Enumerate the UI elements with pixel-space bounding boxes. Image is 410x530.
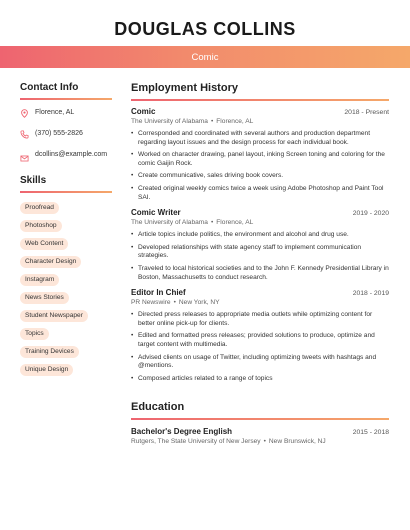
job-employer: The University of Alabama: [131, 219, 208, 227]
education-section: [131, 401, 389, 445]
job-employer: PR Newswire: [131, 299, 171, 307]
employment-section-rule: [131, 99, 389, 101]
contact-email: [20, 150, 112, 163]
job-bullets: [131, 130, 389, 202]
skill-tag: Topics: [20, 328, 49, 340]
job-title: Editor In Chief: [131, 288, 186, 298]
job-bullet: • Composed articles related to a range of topics: [131, 375, 389, 384]
education-school-line: Rutgers, The State University of New Jersey • New Brunswick, NJ: [131, 438, 326, 446]
job-bullet: • Article topics include politics, the environment and alcohol and drug use.: [131, 231, 389, 240]
job-bullet: • Advised clients on usage of Twitter, including optimizing tweets with hashtags and @mentions.: [131, 354, 389, 371]
job-employer-line: The University of Alabama • Florence, AL: [131, 118, 254, 125]
job-bullets: [131, 311, 389, 383]
education-dates: 2015 - 2018: [352, 429, 389, 437]
job-bullet: • Directed press releases to appropriate media outlets while optimizing content for better online pick-up for clients.: [131, 311, 389, 328]
job-bullets: [131, 231, 389, 282]
job-employer-line: PR Newswire • New York, NY: [131, 299, 220, 307]
contact-location: [20, 108, 112, 118]
contact-section-rule: [20, 98, 112, 100]
job-dates: 2018 - Present: [344, 109, 389, 116]
left-column: [20, 82, 112, 376]
contact-phone-text: (370) 555-2826: [35, 130, 83, 137]
right-column: [131, 82, 389, 445]
skill-tag: Proofread: [20, 202, 59, 214]
job-employer: The University of Alabama: [131, 118, 208, 125]
skill-tag: Photoshop: [20, 220, 62, 232]
job-dates: 2019 - 2020: [352, 210, 389, 218]
school-name: Rutgers, The State University of New Jersey: [131, 438, 261, 446]
job-employer-line: The University of Alabama • Florence, AL: [131, 219, 254, 227]
skill-tag: Web Content: [20, 238, 68, 250]
job-title: Comic Writer: [131, 208, 181, 218]
school-location: New Brunswick, NJ: [268, 438, 326, 446]
candidate-name: DOUGLAS COLLINS: [114, 19, 296, 39]
banner-title: Comic: [191, 51, 219, 63]
skills-section: [20, 175, 112, 376]
job-bullet: • Worked on character drawing, panel layout, inking Screen toning and coloring for the comic Gaijin Rock.: [131, 151, 389, 168]
contact-phone: [20, 129, 112, 139]
employment-section-title: Employment History: [131, 82, 238, 94]
education-entry: [131, 427, 389, 445]
contact-email-text[interactable]: dcollins@example.com: [35, 151, 108, 158]
education-section-title: Education: [131, 401, 185, 414]
job-entry: [131, 288, 389, 383]
skills-section-title: Skills: [20, 175, 47, 186]
skills-section-rule: [20, 191, 112, 193]
job-location: Florence, AL: [216, 219, 254, 227]
job-location: New York, NY: [178, 299, 220, 307]
skill-tag: News Stories: [20, 292, 69, 304]
skill-tag: Instagram: [20, 274, 59, 286]
skill-tag: Student Newspaper: [20, 310, 88, 322]
skill-tag: Unique Design: [20, 364, 73, 376]
job-bullet: • Create communicative, sales driving book covers.: [131, 172, 389, 181]
contact-section-title: Contact Info: [20, 82, 79, 93]
job-bullet: • Developed relationships with state agency staff to implement communication strategies.: [131, 244, 389, 261]
job-bullet: • Created original weekly comics twice a week using Adobe Photoshop and Paint Tool SAI.: [131, 185, 389, 202]
job-title: Comic: [131, 107, 156, 116]
job-entry: [131, 107, 389, 202]
job-bullet: • Traveled to local historical societies and to the John F. Kennedy Presidential Library in Boston, Massachusetts to conduct research.: [131, 265, 389, 282]
job-dates: 2018 - 2019: [352, 290, 389, 298]
email-icon: [20, 154, 29, 163]
job-title-banner: [0, 46, 410, 68]
job-bullet: • Edited and formatted press releases; provided solutions to produce, optimize and target content with multimedia.: [131, 332, 389, 349]
degree-title: Bachelor's Degree English: [131, 427, 233, 437]
contact-location-text: Florence, AL: [35, 109, 75, 116]
phone-icon: [20, 130, 29, 139]
education-section-rule: [131, 418, 389, 420]
job-location: Florence, AL: [216, 118, 254, 125]
location-pin-icon: [20, 109, 29, 118]
job-bullet: • Corresponded and coordinated with several authors and production department regarding layout issues and the design process for each individual book.: [131, 130, 389, 147]
skill-tag: Character Design: [20, 256, 81, 268]
skill-tag: Training Devices: [20, 346, 79, 358]
job-entry: [131, 208, 389, 282]
